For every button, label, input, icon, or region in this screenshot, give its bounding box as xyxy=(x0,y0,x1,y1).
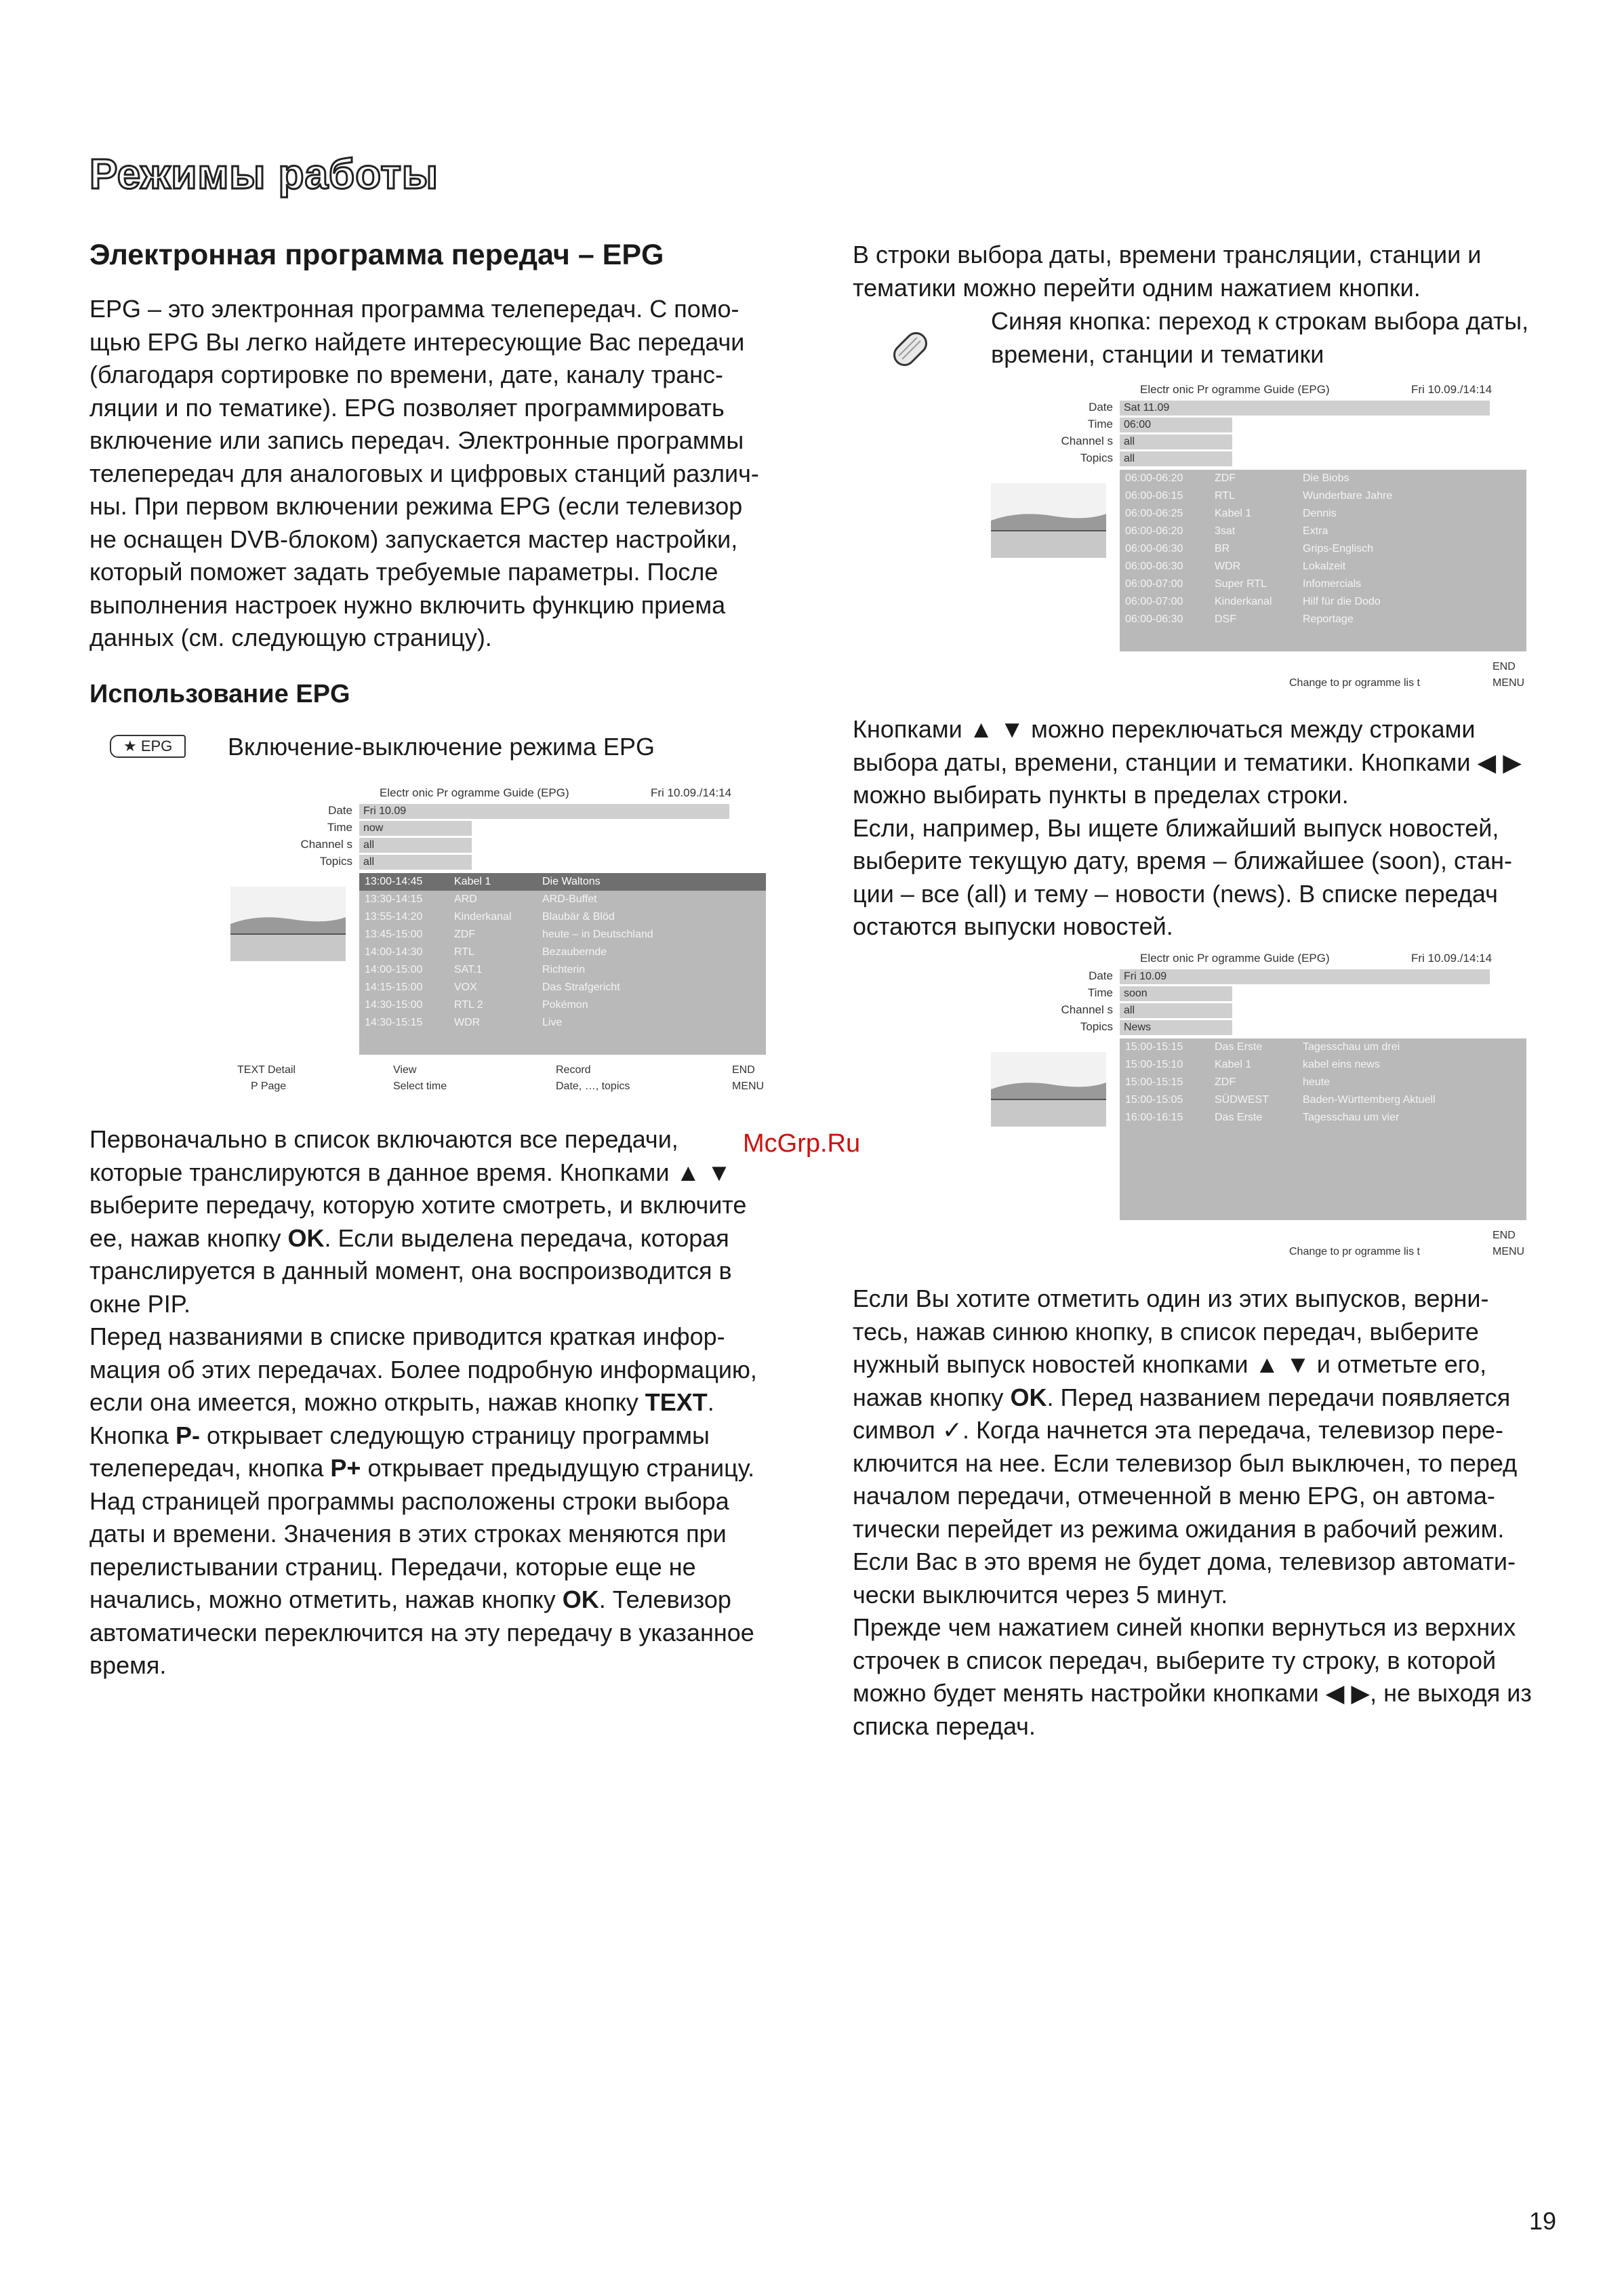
epg-field-label: Topics xyxy=(319,855,352,868)
epg-datetime: Fri 10.09./14:14 xyxy=(651,786,732,799)
programme-title: Live xyxy=(542,1017,563,1028)
programme-row xyxy=(359,908,766,926)
text-line xyxy=(853,910,1571,944)
epg-field-label: Time xyxy=(1087,986,1113,999)
text-line xyxy=(853,1579,1571,1612)
epg-field-label: Channel s xyxy=(300,838,352,851)
programme-row xyxy=(1120,558,1526,575)
epg-title: Electr onic Pr ogramme Guide (EPG) xyxy=(1140,383,1330,396)
programme-channel: RTL xyxy=(1215,490,1235,502)
epg-field-value: Fri 10.09 xyxy=(1120,969,1490,984)
text-line: щью EPG Вы легко найдете интересующие Вас передачи xyxy=(89,327,745,356)
programme-title: heute – in Deutschland xyxy=(542,929,653,940)
epg-field-value: all xyxy=(359,855,472,870)
programme-time: 14:30-15:00 xyxy=(365,999,423,1011)
programme-title: Pokémon xyxy=(542,999,588,1011)
programme-time: 06:00-06:30 xyxy=(1125,543,1183,554)
programme-row xyxy=(359,979,766,996)
epg-field-label: Date xyxy=(1089,401,1113,413)
programme-title: Extra xyxy=(1303,525,1328,537)
programme-time: 14:30-15:15 xyxy=(365,1017,423,1028)
footer-hint: P Page xyxy=(251,1080,287,1092)
epg-field-label: Channel s xyxy=(1061,435,1113,447)
text-line: ны. При первом включении режима EPG (если телевизор xyxy=(89,492,743,520)
text-segment: Если Вы хотите отметить один из этих выпусков, верни- xyxy=(853,1285,1489,1312)
programme-channel: SAT.1 xyxy=(454,964,483,975)
footer-hint: Date, …, topics xyxy=(556,1080,630,1092)
epg-field-value: Sat 11.09 xyxy=(1120,401,1490,416)
text-line xyxy=(89,1320,801,1354)
programme-time: 15:00-15:15 xyxy=(1125,1041,1183,1053)
text-segment: перелистывании страниц. Передачи, которые еще не xyxy=(89,1552,696,1581)
programme-time: 06:00-06:20 xyxy=(1125,472,1183,484)
text-segment: . Телевизор xyxy=(598,1585,731,1613)
programme-channel: WDR xyxy=(454,1017,481,1028)
epg-field-label: Channel s xyxy=(1061,1003,1113,1016)
text-segment: выберите передачу, которую хотите смотреть, и включите xyxy=(89,1191,747,1219)
footer-key-menu: MENU xyxy=(1493,677,1525,689)
programme-row xyxy=(1120,1091,1526,1109)
text-line xyxy=(89,1156,801,1190)
text-line xyxy=(89,1123,801,1156)
text-segment: Кнопками xyxy=(853,715,969,743)
programme-row xyxy=(1120,611,1526,628)
text-line xyxy=(89,1485,801,1518)
text-line: данных (см. следующую страницу). xyxy=(89,624,492,651)
text-line xyxy=(853,1348,1571,1381)
footer-key-end: END xyxy=(1493,1230,1516,1241)
text-line xyxy=(853,1644,1571,1678)
key-label: OK xyxy=(562,1585,599,1613)
text-line: телепередач для аналоговых и цифровых станций различ- xyxy=(89,459,759,487)
programme-time: 06:00-06:25 xyxy=(1125,508,1183,519)
text-line xyxy=(853,812,1571,845)
text-line xyxy=(89,1288,801,1321)
programme-title: Lokalzeit xyxy=(1303,561,1346,572)
programme-time: 14:15-15:00 xyxy=(365,982,423,993)
epg-datetime: Fri 10.09./14:14 xyxy=(1411,952,1493,965)
text-segment: Если, например, Вы ищете ближайший выпуск новостей, xyxy=(853,813,1499,842)
text-segment: строчек в список передач, выберите ту строку, в которой xyxy=(853,1646,1497,1674)
programme-title: Wunderbare Jahre xyxy=(1303,490,1393,502)
epg-field-value: Fri 10.09 xyxy=(359,804,729,819)
epg-field-value: soon xyxy=(1120,986,1232,1001)
programme-time: 15:00-15:10 xyxy=(1125,1059,1183,1070)
text-line: включение или запись передач. Электронные программы xyxy=(89,426,744,454)
programme-row xyxy=(1120,505,1526,523)
key-label: ◀ ▶ xyxy=(1477,748,1522,776)
text-line xyxy=(853,1316,1571,1349)
footer-hint: Record xyxy=(556,1064,591,1076)
text-segment: открывает следующую страницу программы xyxy=(199,1421,710,1449)
programme-list xyxy=(1120,1038,1526,1220)
text-segment: выбора даты, времени, станции и тематики. Кнопками xyxy=(853,748,1478,776)
text-line: тематики можно перейти одним нажатием кнопки. xyxy=(853,273,1421,302)
programme-channel: Kabel 1 xyxy=(1215,1059,1252,1070)
text-line xyxy=(853,713,1571,746)
text-segment: . xyxy=(707,1388,714,1416)
text-line xyxy=(89,1518,801,1551)
epg-field-value: all xyxy=(359,838,472,853)
text-segment: даты и времени. Значения в этих строках меняются при xyxy=(89,1520,727,1548)
key-label: OK xyxy=(1010,1383,1047,1411)
programme-row xyxy=(1120,523,1526,540)
text-line xyxy=(89,1222,801,1255)
epg-key-description: Включение-выключение режима EPG xyxy=(228,733,655,761)
text-line xyxy=(853,845,1571,878)
epg-field-value: all xyxy=(1120,451,1232,466)
page-title: Режимы работы xyxy=(89,151,439,198)
epg-datetime: Fri 10.09./14:14 xyxy=(1411,383,1493,396)
watermark: McGrp.Ru xyxy=(743,1129,861,1158)
epg-field-value: now xyxy=(359,821,472,836)
programme-time: 06:00-06:30 xyxy=(1125,613,1183,625)
text-segment: окне PIP. xyxy=(89,1289,191,1318)
programme-title: Tagesschau um drei xyxy=(1303,1041,1400,1053)
right-mid-paragraph xyxy=(853,713,1571,944)
programme-title: ARD-Buffet xyxy=(542,893,597,905)
text-line xyxy=(89,1617,801,1650)
programme-title: Hilf für die Dodo xyxy=(1303,596,1381,607)
text-line: В строки выбора даты, времени трансляции, станции и xyxy=(853,241,1482,268)
programme-time: 06:00-07:00 xyxy=(1125,596,1183,607)
text-line xyxy=(853,1282,1571,1316)
key-label: ▲ ▼ xyxy=(969,715,1025,743)
section-heading-epg: Электронная программа передач – EPG xyxy=(89,239,664,271)
left-body-paragraph xyxy=(89,1123,801,1682)
programme-channel: 3sat xyxy=(1215,525,1236,537)
programme-channel: Das Erste xyxy=(1215,1041,1263,1053)
text-segment: можно переключаться между строками xyxy=(1024,715,1476,743)
epg-field-value: 06:00 xyxy=(1120,418,1232,432)
programme-title: Grips-Englisch xyxy=(1303,543,1374,554)
text-line xyxy=(853,1513,1571,1546)
footer-key-menu: MENU xyxy=(732,1080,765,1092)
text-segment: ключится на нее. Если телевизор был выключен, то перед xyxy=(853,1449,1518,1477)
text-line: не оснащен DVB-блоком) запускается мастер настройки, xyxy=(89,525,738,553)
epg-field-label: Date xyxy=(328,804,352,817)
text-segment: если она имеется, можно открыть, нажав кнопку xyxy=(89,1388,645,1416)
text-line xyxy=(853,1545,1571,1579)
right-bottom-paragraph xyxy=(853,1282,1571,1743)
programme-time: 16:00-16:15 xyxy=(1125,1112,1183,1123)
text-segment: нужный выпуск новостей кнопками xyxy=(853,1350,1255,1378)
epg-screenshot-2 xyxy=(991,383,1533,702)
programme-list xyxy=(359,873,766,1055)
epg-field-label: Topics xyxy=(1080,451,1113,464)
epg-field-label: Time xyxy=(327,821,352,834)
text-segment: списка передач. xyxy=(853,1712,1036,1740)
programme-time: 14:00-14:30 xyxy=(365,946,423,958)
epg-field-label: Date xyxy=(1089,969,1113,982)
footer-hint: Select time xyxy=(393,1080,447,1092)
programme-channel: WDR xyxy=(1215,561,1241,572)
text-segment: началом передачи, отмеченной в меню EPG, он автома- xyxy=(853,1482,1495,1510)
text-segment: можно будет менять настройки кнопками xyxy=(853,1679,1326,1707)
epg-field-label: Time xyxy=(1087,418,1113,430)
programme-row xyxy=(1120,1038,1526,1056)
footer-key-menu: MENU xyxy=(1493,1246,1525,1257)
programme-title: Richterin xyxy=(542,964,586,975)
programme-title: heute xyxy=(1303,1076,1331,1088)
footer-hint: Change to pr ogramme lis t xyxy=(1289,1246,1420,1257)
key-label: P- xyxy=(175,1421,200,1449)
programme-title: Bezaubernde xyxy=(542,946,607,958)
text-segment: Первоначально в список включаются все передачи, xyxy=(89,1125,678,1153)
text-line xyxy=(89,1255,801,1288)
text-segment: мация об этих передачах. Более подробную информацию, xyxy=(89,1355,757,1383)
text-segment: символ ✓. Когда начнется эта передача, телевизор пере- xyxy=(853,1416,1504,1444)
text-segment: можно выбирать пункты в пределах строки. xyxy=(853,781,1349,809)
page-number: 19 xyxy=(1528,2207,1556,2235)
programme-time: 13:55-14:20 xyxy=(365,911,423,923)
programme-channel: VOX xyxy=(454,982,477,993)
programme-channel: Kabel 1 xyxy=(1215,508,1252,519)
programme-row xyxy=(1120,470,1526,487)
programme-channel: DSF xyxy=(1215,613,1236,625)
programme-row xyxy=(1120,1056,1526,1074)
programme-row xyxy=(1120,1109,1526,1127)
epg-title: Electr onic Pr ogramme Guide (EPG) xyxy=(380,786,569,799)
programme-time: 14:00-15:00 xyxy=(365,964,423,975)
text-line xyxy=(853,1447,1571,1480)
text-line xyxy=(89,1189,801,1222)
programme-title: Die Biobs xyxy=(1303,472,1349,484)
key-label: OK xyxy=(287,1224,325,1252)
text-line: времени, станции и тематики xyxy=(991,340,1324,368)
text-segment: которые транслируются в данное время. Кнопками xyxy=(89,1158,676,1186)
text-segment: Над страницей программы расположены строки выбора xyxy=(89,1487,729,1515)
text-segment: Прежде чем нажатием синей кнопки вернуться из верхних xyxy=(853,1613,1516,1641)
pip-preview-image xyxy=(230,887,346,961)
text-segment: начались, можно отметить, нажав кнопку xyxy=(89,1585,563,1613)
intro-paragraph xyxy=(89,293,801,655)
programme-channel: SÜDWEST xyxy=(1215,1094,1269,1106)
programme-time: 06:00-07:00 xyxy=(1125,578,1183,590)
text-segment: Если Вас в это время не будет дома, телевизор автомати- xyxy=(853,1548,1516,1575)
text-segment: выберите текущую дату, время – ближайшее (soon), стан- xyxy=(853,847,1513,874)
text-line xyxy=(89,1583,801,1617)
text-segment: остаются выпуски новостей. xyxy=(853,912,1173,940)
text-line xyxy=(89,1649,801,1682)
programme-time: 06:00-06:20 xyxy=(1125,525,1183,537)
footer-hint: TEXT Detail xyxy=(237,1064,296,1076)
text-line xyxy=(853,1677,1571,1710)
programme-title: Dennis xyxy=(1303,508,1337,519)
text-segment: Кнопка xyxy=(89,1421,176,1449)
text-segment: автоматически переключится на эту передачу в указанное xyxy=(89,1618,754,1646)
pip-preview-image xyxy=(991,483,1106,558)
text-line: EPG – это электронная программа телепередач. С помо- xyxy=(89,295,739,323)
programme-time: 15:00-15:15 xyxy=(1125,1076,1183,1088)
programme-list xyxy=(1120,470,1526,651)
programme-row xyxy=(1120,575,1526,593)
text-line xyxy=(853,1414,1571,1447)
text-line xyxy=(853,878,1571,911)
programme-channel: BR xyxy=(1215,543,1230,554)
key-label: P+ xyxy=(330,1454,361,1482)
text-line: (благодаря сортировке по времени, дате, каналу транс- xyxy=(89,361,723,388)
text-line xyxy=(89,1551,801,1584)
programme-time: 06:00-06:15 xyxy=(1125,490,1183,502)
programme-row xyxy=(359,996,766,1014)
footer-key-end: END xyxy=(732,1064,755,1076)
epg-field-label: Topics xyxy=(1080,1020,1113,1033)
text-line: выполнения настроек нужно включить функцию приема xyxy=(89,590,726,619)
text-line xyxy=(853,1710,1571,1743)
text-line xyxy=(853,1480,1571,1513)
programme-row xyxy=(359,926,766,944)
key-label: ▲ ▼ xyxy=(1255,1350,1310,1378)
programme-title: kabel eins news xyxy=(1303,1059,1380,1070)
programme-time: 06:00-06:30 xyxy=(1125,561,1183,572)
programme-channel: RTL xyxy=(454,946,474,958)
text-line xyxy=(853,1611,1571,1644)
right-top-paragraph xyxy=(853,239,1571,304)
blue-button-icon xyxy=(888,325,933,373)
programme-channel: ZDF xyxy=(1215,1076,1236,1088)
text-line xyxy=(89,1354,801,1387)
programme-time: 13:30-14:15 xyxy=(365,893,423,905)
programme-row xyxy=(1120,593,1526,611)
programme-row xyxy=(359,1014,766,1032)
text-segment: тесь, нажав синюю кнопку, в список передач, выберите xyxy=(853,1317,1479,1346)
footer-hint: Change to pr ogramme lis t xyxy=(1289,677,1420,689)
text-line xyxy=(89,1452,801,1485)
programme-row xyxy=(1120,1074,1526,1091)
text-segment: ции – все (all) и тему – новости (news). В списке передач xyxy=(853,879,1498,908)
text-line xyxy=(853,746,1571,780)
text-segment: транслируется в данный момент, она воспроизводится в xyxy=(89,1257,732,1285)
epg-field-value: all xyxy=(1120,1003,1232,1018)
programme-channel: ZDF xyxy=(454,929,476,940)
text-segment: телепередач, кнопка xyxy=(89,1454,331,1482)
text-segment: ее, нажав кнопку xyxy=(89,1224,288,1252)
text-line xyxy=(89,1386,801,1419)
programme-title: Infomercials xyxy=(1303,578,1362,590)
text-segment: Перед названиями в списке приводится краткая инфор- xyxy=(89,1322,725,1350)
epg-field-value: all xyxy=(1120,435,1232,449)
subheading-using-epg: Использование EPG xyxy=(89,680,350,708)
programme-channel: ZDF xyxy=(1215,472,1236,484)
programme-channel: Kinderkanal xyxy=(1215,596,1272,607)
programme-row xyxy=(359,944,766,961)
text-segment: нажав кнопку xyxy=(853,1383,1011,1411)
programme-channel: ARD xyxy=(454,893,477,905)
blue-key-description xyxy=(991,305,1587,371)
text-segment: и отметьте его, xyxy=(1310,1350,1487,1378)
pip-preview-image xyxy=(991,1052,1106,1127)
programme-title: Blaubär & Blöd xyxy=(542,911,615,923)
text-segment: , не выходя из xyxy=(1370,1679,1532,1707)
epg-key-icon: ★ EPG xyxy=(110,735,186,758)
programme-row xyxy=(1120,540,1526,558)
programme-channel: RTL 2 xyxy=(454,999,483,1011)
programme-title: Die Waltons xyxy=(542,876,601,887)
text-line xyxy=(89,1419,801,1453)
programme-row xyxy=(359,873,766,891)
epg-title: Electr onic Pr ogramme Guide (EPG) xyxy=(1140,952,1330,965)
programme-title: Tagesschau um vier xyxy=(1303,1112,1400,1123)
programme-title: Reportage xyxy=(1303,613,1354,625)
text-line: ляции и по тематике). EPG позволяет программировать xyxy=(89,393,725,422)
programme-row xyxy=(359,891,766,908)
text-segment: время. xyxy=(89,1651,167,1679)
text-segment: . Если выделена передача, которая xyxy=(324,1224,729,1252)
text-segment: . Перед названием передачи появляется xyxy=(1047,1383,1511,1411)
footer-key-end: END xyxy=(1493,661,1516,672)
epg-screenshot-1 xyxy=(230,786,773,1112)
programme-row xyxy=(359,961,766,979)
key-label: ◀ ▶ xyxy=(1325,1679,1371,1707)
programme-channel: Kinderkanal xyxy=(454,911,512,923)
key-label: TEXT xyxy=(645,1388,708,1416)
programme-row xyxy=(1120,487,1526,505)
text-segment: тически перейдет из режима ожидания в рабочий режим. xyxy=(853,1514,1505,1543)
programme-channel: Das Erste xyxy=(1215,1112,1263,1123)
text-segment: чески выключится через 5 минут. xyxy=(853,1580,1228,1609)
epg-field-value: News xyxy=(1120,1020,1232,1035)
programme-time: 13:00-14:45 xyxy=(365,876,423,887)
text-segment: открывает предыдущую страницу. xyxy=(361,1454,755,1482)
key-label: ▲ ▼ xyxy=(676,1158,731,1186)
text-line: который поможет задать требуемые параметры. После xyxy=(89,558,718,586)
programme-time: 13:45-15:00 xyxy=(365,929,423,940)
programme-time: 15:00-15:05 xyxy=(1125,1094,1183,1106)
programme-title: Baden-Württemberg Aktuell xyxy=(1303,1094,1436,1106)
footer-hint: View xyxy=(393,1064,417,1076)
text-line xyxy=(853,779,1571,812)
text-line xyxy=(853,1381,1571,1415)
epg-screenshot-3 xyxy=(991,952,1533,1270)
programme-channel: Super RTL xyxy=(1215,578,1267,590)
text-line: Синяя кнопка: переход к строкам выбора даты, xyxy=(991,307,1529,335)
programme-title: Das Strafgericht xyxy=(542,982,620,993)
programme-channel: Kabel 1 xyxy=(454,876,491,887)
